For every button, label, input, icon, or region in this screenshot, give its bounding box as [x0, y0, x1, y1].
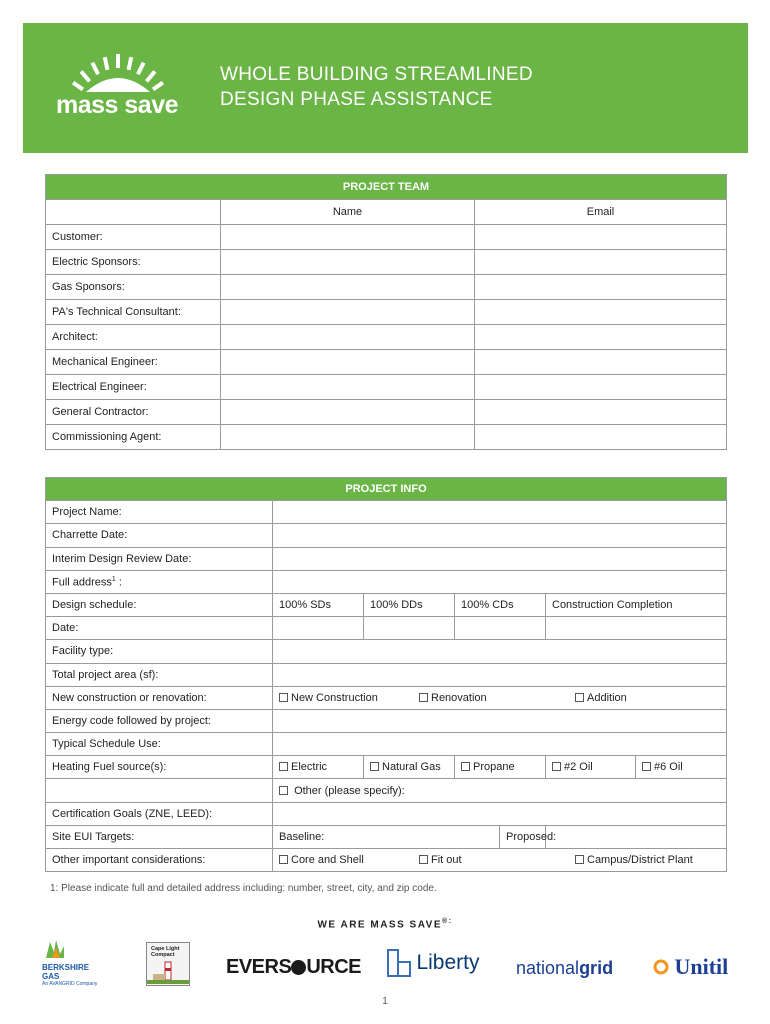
berkshire-line1: BERKSHIRE: [42, 963, 90, 972]
info-label: [46, 570, 273, 593]
team-row-label: Electric Sponsors:: [46, 250, 221, 275]
team-name-field[interactable]: [221, 300, 475, 325]
checkbox-icon: [279, 693, 288, 702]
team-row-label: Gas Sponsors:: [46, 275, 221, 300]
campus-plant-checkbox[interactable]: [575, 854, 725, 866]
checkbox-icon: [642, 762, 651, 771]
title-line-2: DESIGN PHASE ASSISTANCE: [220, 89, 493, 110]
checkbox-icon: [419, 693, 428, 702]
team-header-blank: [46, 200, 221, 225]
page-title: [220, 62, 640, 112]
team-row-label: Commissioning Agent:: [46, 425, 221, 450]
team-email-field[interactable]: [475, 225, 727, 250]
sponsors-heading-text: WE ARE MASS SAVE: [317, 919, 443, 931]
date-completion-field[interactable]: [546, 617, 727, 640]
team-col-email: Email: [475, 200, 727, 225]
info-label: Other important considerations:: [46, 849, 273, 872]
capelight-line1: Cape Light: [151, 946, 180, 952]
team-name-field[interactable]: [221, 225, 475, 250]
checkbox-label: Propane: [473, 761, 515, 774]
nationalgrid-text-a: national: [516, 958, 580, 978]
team-email-field[interactable]: [475, 275, 727, 300]
full-address-label: Full address: [52, 576, 112, 589]
info-label: Facility type:: [46, 640, 273, 663]
info-label: New construction or renovation:: [46, 686, 273, 709]
baseline-label: Baseline:: [279, 830, 325, 843]
eversource-o-icon: [291, 960, 306, 975]
addition-checkbox[interactable]: [575, 692, 715, 704]
team-row-label: Customer:: [46, 225, 221, 250]
checkbox-icon: [279, 762, 288, 771]
info-label: Certification Goals (ZNE, LEED):: [46, 802, 273, 825]
site-eui-split-cell: [273, 825, 546, 848]
info-label: Charrette Date:: [46, 524, 273, 547]
checkbox-label: Core and Shell: [291, 854, 364, 867]
berkshire-gas-logo: [42, 938, 122, 988]
unitil-sun-icon: [652, 958, 670, 976]
info-label: Heating Fuel source(s):: [46, 756, 273, 779]
checkbox-icon: [575, 693, 584, 702]
fuel-6-oil-checkbox[interactable]: [636, 756, 727, 779]
date-dds-field[interactable]: [364, 617, 455, 640]
nationalgrid-text-b: grid: [579, 958, 614, 978]
team-name-field[interactable]: [221, 425, 475, 450]
info-label: Project Name:: [46, 501, 273, 524]
core-shell-checkbox[interactable]: [273, 854, 419, 866]
full-address-colon: :: [115, 576, 122, 589]
berkshire-line3: An AVANGRID Company: [42, 981, 98, 987]
team-row-label: Mechanical Engineer:: [46, 350, 221, 375]
fuel-2-oil-checkbox[interactable]: [546, 756, 636, 779]
info-label: Interim Design Review Date:: [46, 547, 273, 570]
checkbox-label: Other (please specify):: [294, 784, 405, 797]
checkbox-icon: [552, 762, 561, 771]
team-email-field[interactable]: [475, 325, 727, 350]
cape-light-compact-logo: [146, 942, 190, 986]
checkbox-icon: [370, 762, 379, 771]
checkbox-label: Natural Gas: [382, 761, 441, 774]
interim-review-field[interactable]: [273, 547, 727, 570]
checkbox-label: New Construction: [291, 691, 378, 704]
mass-save-logo-text: mass save: [56, 91, 179, 119]
team-email-field[interactable]: [475, 300, 727, 325]
unitil-logo: [652, 954, 728, 980]
checkbox-label: Campus/District Plant: [587, 854, 693, 867]
team-row-label: PA's Technical Consultant:: [46, 300, 221, 325]
team-email-field[interactable]: [475, 400, 727, 425]
total-area-field[interactable]: [273, 663, 727, 686]
national-grid-logo: [516, 958, 613, 979]
liberty-logo: [384, 948, 479, 982]
cert-goals-field[interactable]: [273, 802, 727, 825]
team-name-field[interactable]: [221, 400, 475, 425]
checkbox-icon: [461, 762, 470, 771]
team-col-name: Name: [221, 200, 475, 225]
project-name-field[interactable]: [273, 501, 727, 524]
full-address-field[interactable]: [273, 570, 727, 593]
info-label: Site EUI Targets:: [46, 825, 273, 848]
address-footnote: 1: Please indicate full and detailed address including: number, street, city, and zip code.: [50, 883, 437, 894]
proposed-cell: [506, 825, 727, 848]
baseline-field[interactable]: [273, 826, 500, 848]
team-email-field[interactable]: [475, 250, 727, 275]
info-label: Total project area (sf):: [46, 663, 273, 686]
fuel-other-checkbox[interactable]: [273, 779, 727, 802]
team-name-field[interactable]: [221, 350, 475, 375]
team-email-field[interactable]: [475, 375, 727, 400]
checkbox-label: #6 Oil: [654, 761, 683, 774]
considerations-cell: [273, 849, 727, 872]
team-row-label: Electrical Engineer:: [46, 375, 221, 400]
new-construction-checkbox[interactable]: [273, 692, 419, 704]
schedule-sds: 100% SDs: [273, 593, 364, 616]
schedule-dds: 100% DDs: [364, 593, 455, 616]
project-team-table: [45, 174, 727, 450]
fit-out-checkbox[interactable]: [419, 854, 575, 866]
berkshire-flame-icon: [42, 938, 68, 958]
team-email-field[interactable]: [475, 350, 727, 375]
checkbox-label: Renovation: [431, 691, 487, 704]
typical-schedule-field[interactable]: [273, 733, 727, 756]
sponsors-heading: [0, 918, 770, 930]
team-name-field[interactable]: [221, 275, 475, 300]
checkbox-icon: [419, 855, 428, 864]
team-name-field[interactable]: [221, 325, 475, 350]
renovation-checkbox[interactable]: [419, 692, 575, 704]
unitil-text: Unitil: [674, 954, 729, 979]
project-info-table: [45, 477, 727, 872]
team-name-field[interactable]: [221, 375, 475, 400]
schedule-cds: 100% CDs: [455, 593, 546, 616]
reno-options-cell: [273, 686, 727, 709]
schedule-construction-completion: Construction Completion: [546, 593, 727, 616]
date-cds-field[interactable]: [455, 617, 546, 640]
eversource-text-b: URCE: [306, 956, 361, 978]
fuel-propane-checkbox[interactable]: [455, 756, 546, 779]
team-row-label: Architect:: [46, 325, 221, 350]
berkshire-line2: GAS: [42, 972, 60, 981]
info-label: Energy code followed by project:: [46, 709, 273, 732]
registered-mark: ®:: [442, 918, 453, 925]
date-sds-field[interactable]: [273, 617, 364, 640]
charrette-date-field[interactable]: [273, 524, 727, 547]
checkbox-icon: [575, 855, 584, 864]
fuel-electric-checkbox[interactable]: [273, 756, 364, 779]
checkbox-label: Electric: [291, 761, 328, 774]
page-number: 1: [382, 996, 388, 1007]
liberty-building-icon: [384, 948, 412, 978]
eversource-logo: [226, 956, 361, 979]
checkbox-label: Addition: [587, 691, 627, 704]
proposed-label: Proposed:: [506, 830, 557, 843]
info-label: Design schedule:: [46, 593, 273, 616]
liberty-text: Liberty: [416, 951, 480, 974]
info-label: Typical Schedule Use:: [46, 733, 273, 756]
project-team-heading: PROJECT TEAM: [46, 175, 727, 200]
energy-code-field[interactable]: [273, 709, 727, 732]
info-label-blank: [46, 779, 273, 802]
team-email-field[interactable]: [475, 425, 727, 450]
capelight-line2: Compact: [151, 952, 175, 958]
info-label: Date:: [46, 617, 273, 640]
eversource-text-a: EVERS: [226, 956, 292, 978]
title-line-1: WHOLE BUILDING STREAMLINED: [220, 64, 533, 85]
checkbox-label: Fit out: [431, 854, 462, 867]
checkbox-label: #2 Oil: [564, 761, 593, 774]
checkbox-icon: [279, 855, 288, 864]
team-row-label: General Contractor:: [46, 400, 221, 425]
lighthouse-icon: [147, 958, 189, 984]
facility-type-field[interactable]: [273, 640, 727, 663]
footnote-marker: 1: [111, 575, 116, 583]
team-name-field[interactable]: [221, 250, 475, 275]
project-info-heading: PROJECT INFO: [46, 478, 727, 501]
fuel-natural-gas-checkbox[interactable]: [364, 756, 455, 779]
checkbox-icon: [279, 786, 288, 795]
